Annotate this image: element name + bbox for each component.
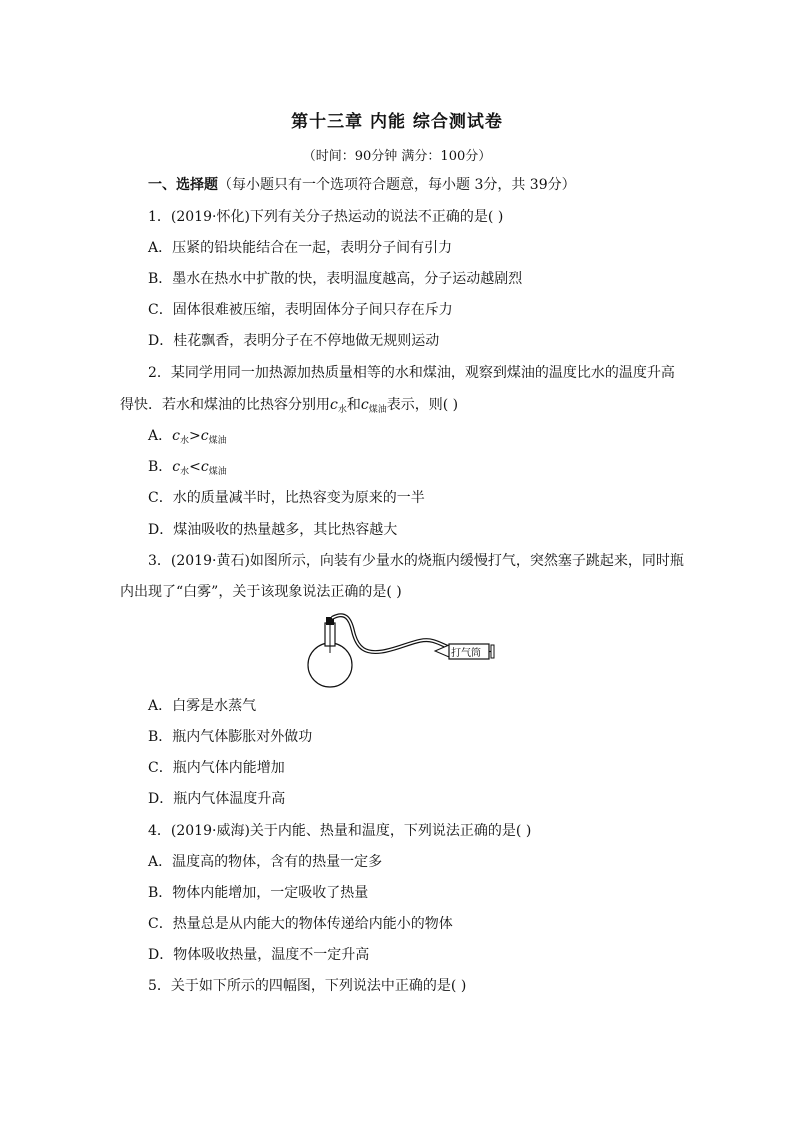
q2-b-label: B．	[148, 459, 173, 475]
q2-stem-post: 表示，则( )	[386, 397, 459, 413]
pump-label: 打气筒	[451, 648, 481, 659]
q2-sub-oil: 煤油	[368, 405, 387, 415]
q2-option-b	[148, 458, 227, 481]
q4-option-c: C．热量总是从内能大的物体传递给内能小的物体	[148, 916, 453, 932]
q2-b-c2: c	[200, 459, 209, 475]
q3-option-b: B．瓶内气体膨胀对外做功	[148, 729, 313, 745]
q2-b-sub2: 煤油	[208, 467, 227, 477]
q1-option-c: C．固体很难被压缩，表明固体分子间只存在斥力	[148, 302, 453, 318]
q4-stem: 4．(2019·威海)关于内能、热量和温度，下列说法正确的是( )	[148, 823, 532, 839]
q2-option-c: C．水的质量减半时，比热容变为原来的一半	[148, 490, 425, 506]
q2-c-oil: c	[360, 397, 369, 413]
flask-pump-figure	[305, 613, 495, 693]
q3-stem-line1: 3．(2019·黄石)如图所示，向装有少量水的烧瓶内缓慢打气，突然塞子跳起来，同时瓶	[148, 553, 684, 569]
q2-a-gt: >	[188, 428, 201, 444]
section-heading	[148, 176, 576, 194]
q1-stem: 1．(2019·怀化)下列有关分子热运动的说法不正确的是( )	[148, 209, 504, 225]
hose-highlight	[332, 615, 448, 652]
page-title: 第十三章 内能 综合测试卷	[291, 112, 503, 132]
flask-pump-diagram	[305, 613, 495, 693]
q2-b-sub1: 水	[180, 467, 190, 477]
q2-c-water: c	[330, 397, 338, 413]
q1-option-b: B．墨水在热水中扩散的快，表明温度越高，分子运动越剧烈	[148, 271, 523, 287]
q2-option-d: D．煤油吸收的热量越多，其比热容越大	[148, 522, 398, 538]
q5-stem: 5．关于如下所示的四幅图，下列说法中正确的是( )	[148, 978, 467, 994]
q2-option-a	[148, 427, 227, 450]
q3-stem-line2: 内出现了“白雾”，关于该现象说法正确的是( )	[120, 584, 402, 600]
q2-stem-pre: 得快．若水和煤油的比热容分别用	[120, 397, 330, 413]
q2-and: 和	[346, 397, 361, 413]
q2-a-c1: c	[172, 428, 180, 444]
page-subtitle: （时间：90分钟 满分：100分）	[302, 149, 492, 164]
q2-sub-water: 水	[337, 405, 347, 415]
q3-option-d: D．瓶内气体温度升高	[148, 791, 286, 807]
q3-option-c: C．瓶内气体内能增加	[148, 760, 285, 776]
q4-option-d: D．物体吸收热量，温度不一定升高	[148, 947, 370, 963]
q2-stem-line1: 2．某同学用同一加热源加热质量相等的水和煤油，观察到煤油的温度比水的温度升高	[148, 365, 675, 381]
q2-a-label: A．	[148, 428, 173, 444]
section-heading-note: （每小题只有一个选项符合题意，每小题 3分，共 39分）	[218, 177, 576, 193]
q3-option-a: A．白雾是水蒸气	[148, 698, 257, 714]
pump-nozzle	[435, 645, 449, 657]
q2-b-lt: <	[189, 459, 201, 475]
q1-option-a: A．压紧的铅块能结合在一起，表明分子间有引力	[148, 240, 453, 256]
pump-handle	[491, 645, 494, 658]
q2-a-sub1: 水	[179, 436, 189, 446]
q4-option-b: B．物体内能增加，一定吸收了热量	[148, 885, 369, 901]
q2-a-sub2: 煤油	[208, 436, 227, 446]
q2-b-c1: c	[172, 459, 181, 475]
section-heading-label: 一、选择题	[148, 177, 218, 193]
q2-stem-line2	[120, 396, 458, 419]
q2-a-c2: c	[200, 428, 209, 444]
q4-option-a: A．温度高的物体，含有的热量一定多	[148, 854, 383, 870]
q1-option-d: D．桂花飘香，表明分子在不停地做无规则运动	[148, 333, 440, 349]
